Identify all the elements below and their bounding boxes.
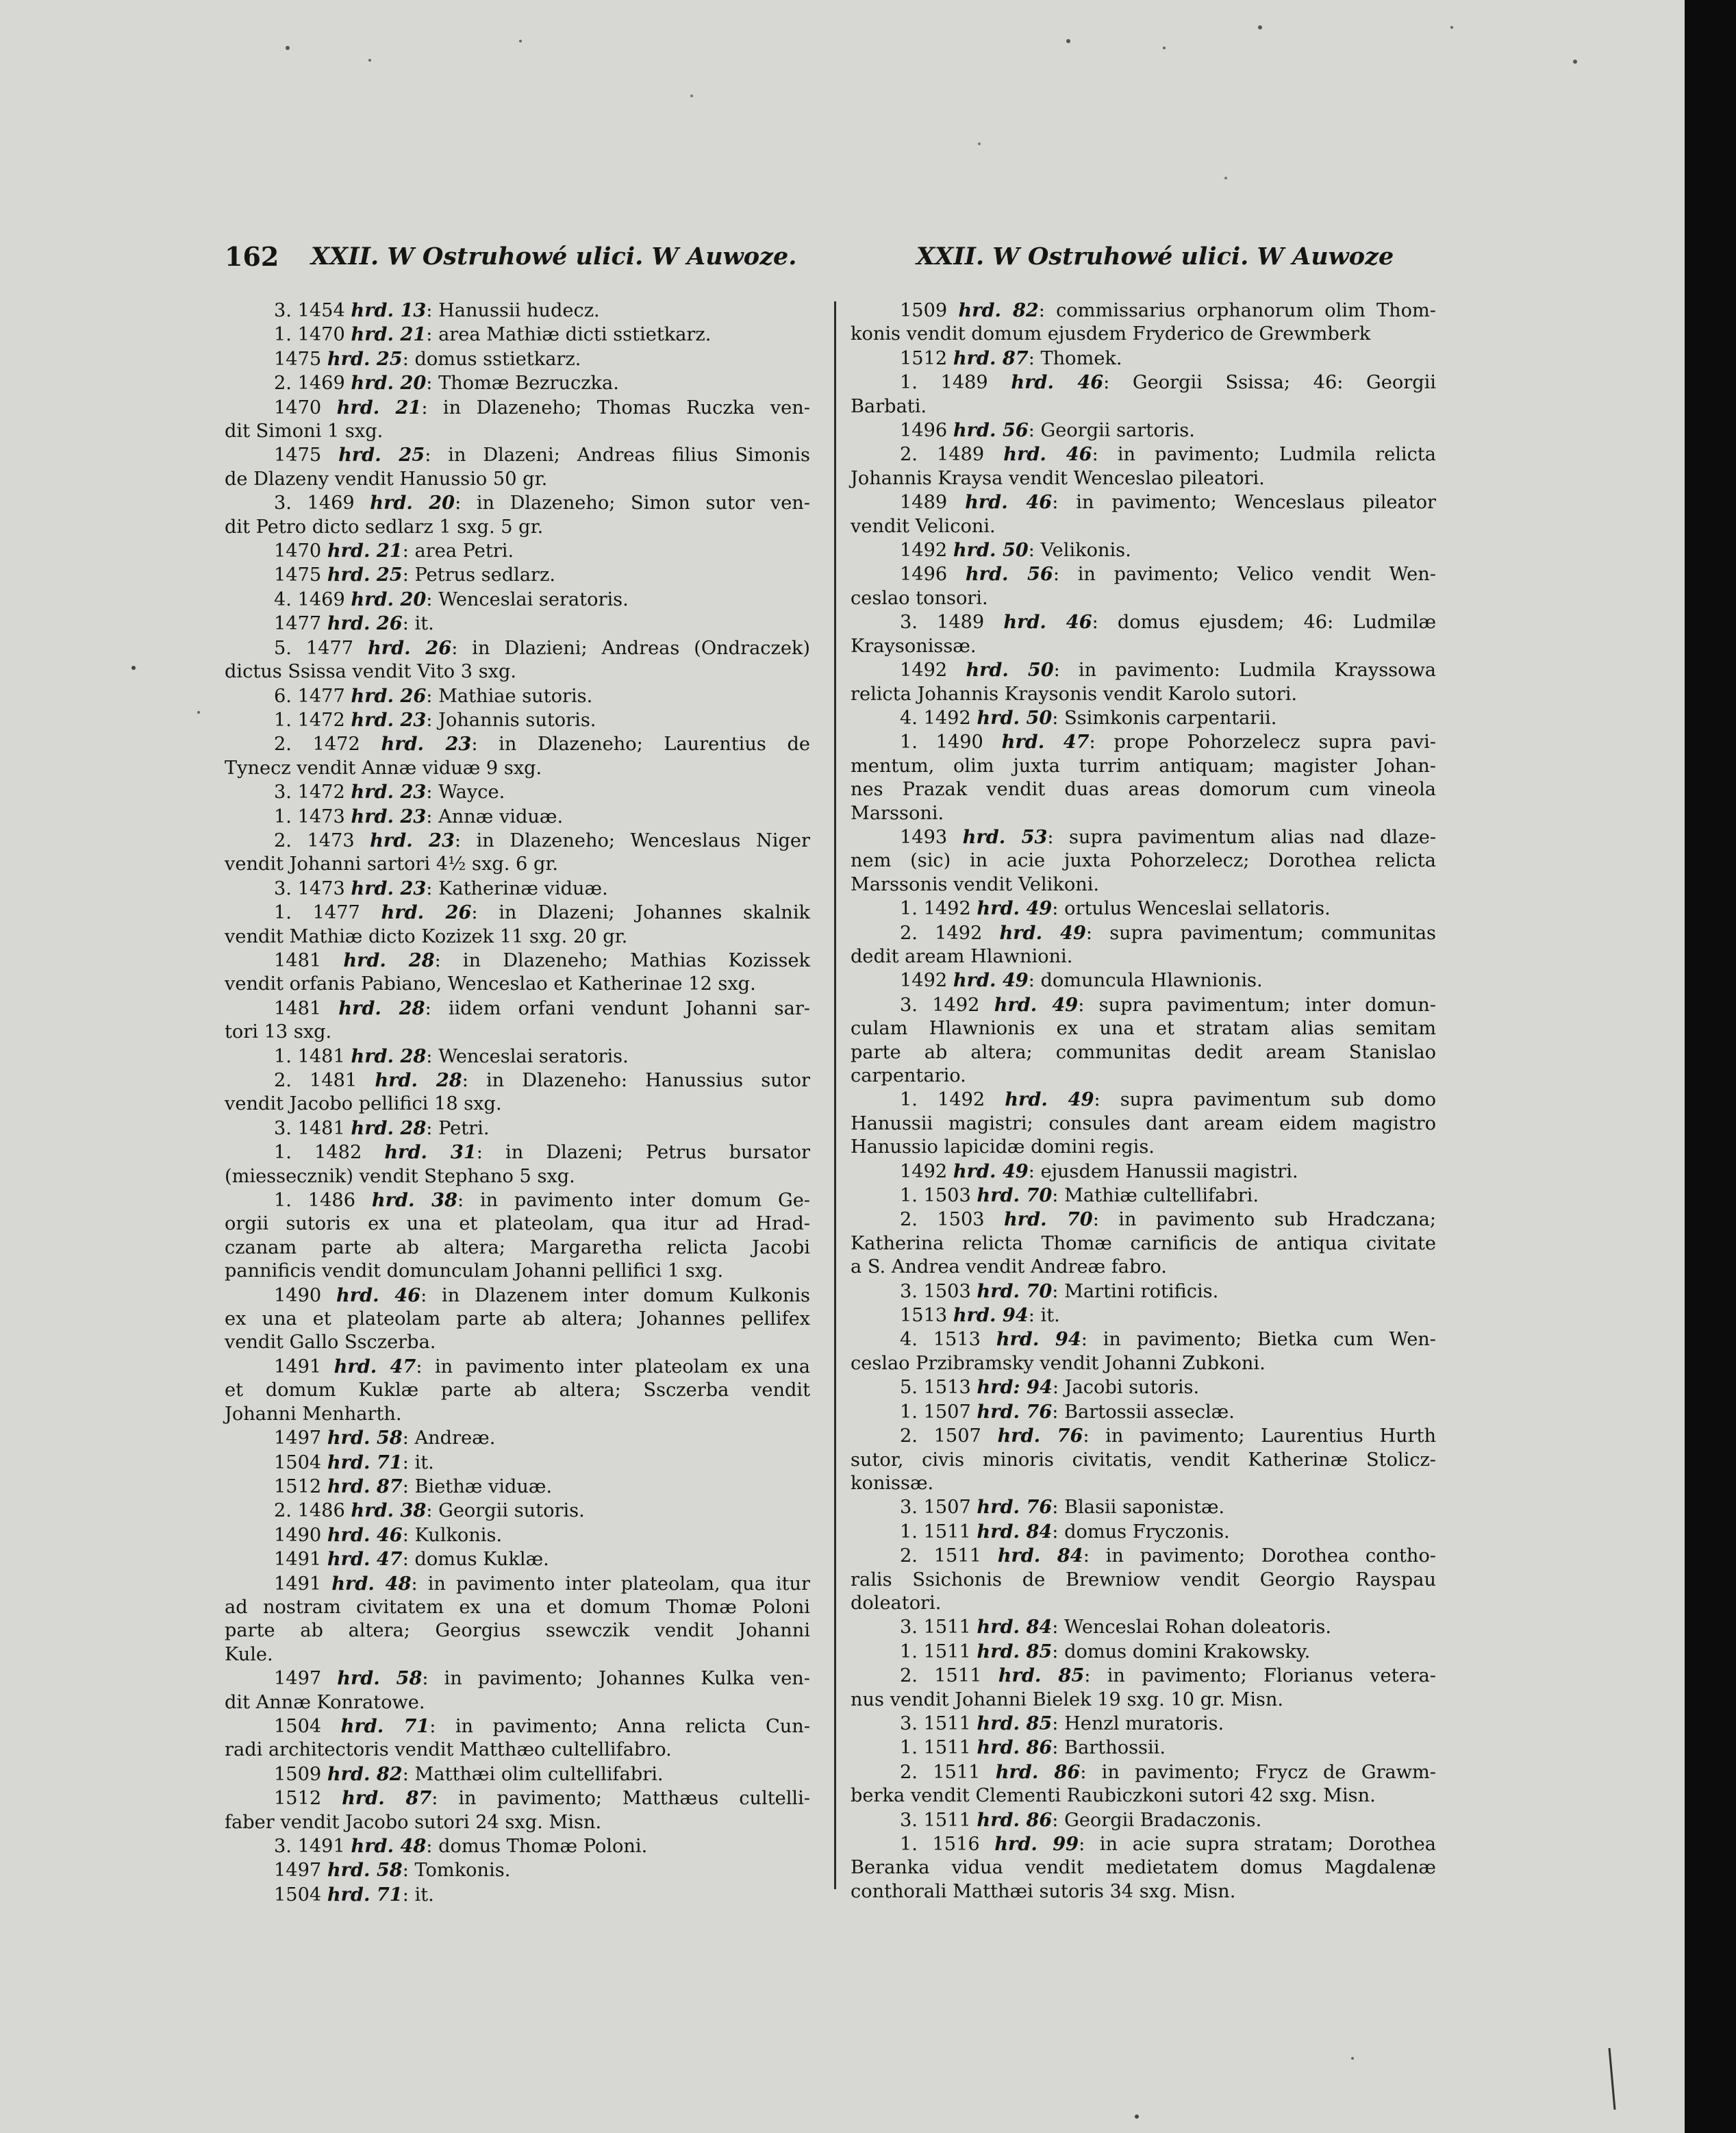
entry-line: relicta Johannis Kraysonis vendit Karolo sutori. xyxy=(851,683,1298,705)
entry-line: Hanussio lapicidæ domini regis. xyxy=(851,1136,1155,1158)
entry-line: (miessecznik) vendit Stephano 5 sxg. xyxy=(225,1165,575,1187)
entry-line: 1512 hrd. 87: in pavimento; Matthæus cultelli- xyxy=(274,1787,810,1810)
entry-line: pannificis vendit domunculam Johanni pellifici 1 sxg. xyxy=(225,1260,724,1282)
record-entry xyxy=(225,732,810,780)
right-column xyxy=(851,299,1436,1904)
record-entry xyxy=(851,347,1436,371)
entry-line: 1. 1507 hrd. 76: Bartossii asseclæ. xyxy=(900,1400,1235,1423)
entry-line: culam Hlawnionis ex una et stratam alias semitam xyxy=(851,1018,1436,1040)
entry-line: Katherina relicta Thomæ carnificis de antiqua civitate xyxy=(851,1232,1436,1254)
record-entry xyxy=(225,323,810,347)
entry-line: 3. 1511 hrd. 85: Henzl muratoris. xyxy=(900,1712,1224,1734)
record-entry xyxy=(225,1547,810,1571)
record-entry xyxy=(225,1499,810,1523)
entry-line: 3. 1507 hrd. 76: Blasii saponistæ. xyxy=(900,1496,1225,1519)
entry-line: 1475 hrd. 25: in Dlazeni; Andreas filius Simonis xyxy=(274,444,810,466)
record-entry xyxy=(225,829,810,877)
record-entry xyxy=(225,780,810,804)
entry-line: 1491 hrd. 47: in pavimento inter plateolam ex una xyxy=(274,1355,810,1377)
record-entry xyxy=(851,1160,1436,1184)
entry-line: radi architectoris vendit Matthæo cultellifabro. xyxy=(225,1739,672,1761)
entry-line: 5. 1513 hrd: 94: Jacobi sutoris. xyxy=(900,1376,1200,1399)
entry-line: 1481 hrd. 28: iidem orfani vendunt Johanni sar- xyxy=(274,997,810,1019)
entry-line: 3. 1511 hrd. 84: Wenceslai Rohan doleatoris. xyxy=(900,1616,1331,1638)
record-entry xyxy=(851,921,1436,969)
record-entry xyxy=(225,949,810,997)
entry-line: 1. 1511 hrd. 86: Barthossii. xyxy=(900,1736,1166,1759)
record-entry xyxy=(851,442,1436,490)
record-entry xyxy=(851,1832,1436,1904)
record-entry xyxy=(225,612,810,636)
entry-line: 1470 hrd. 21: in Dlazeneho; Thomas Ruczka ven- xyxy=(274,396,810,419)
record-entry xyxy=(851,1208,1436,1279)
entry-line: 1509 hrd. 82: commissarius orphanorum olim Thom- xyxy=(900,299,1436,321)
entry-line: ceslao Przibramsky vendit Johanni Zubkoni. xyxy=(851,1352,1266,1374)
entry-line: ad nostram civitatem ex una et domum Thomæ Poloni xyxy=(225,1596,810,1618)
record-entry xyxy=(851,1615,1436,1639)
record-entry xyxy=(225,299,810,323)
entry-line: dictus Ssissa vendit Vito 3 sxg. xyxy=(225,661,517,683)
record-entry xyxy=(225,1858,810,1882)
entry-line: 1492 hrd. 49: ejusdem Hanussii magistri. xyxy=(900,1160,1298,1182)
record-entry xyxy=(851,969,1436,993)
entry-line: 2. 1469 hrd. 20: Thomæ Bezruczka. xyxy=(274,372,619,395)
entry-line: czanam parte ab altera; Margaretha relicta Jacobi xyxy=(225,1236,810,1258)
entry-line: vendit orfanis Pabiano, Wenceslao et Katherinae 12 sxg. xyxy=(225,973,756,995)
entry-line: 1. 1489 hrd. 46: Georgii Ssissa; 46: Georgii xyxy=(900,371,1436,394)
record-entry xyxy=(225,636,810,684)
entry-line: Beranka vidua vendit medietatem domus Magdalenæ xyxy=(851,1857,1436,1879)
entry-line: dit Simoni 1 sxg. xyxy=(225,421,383,442)
record-entry xyxy=(225,901,810,949)
entry-line: 1. 1492 hrd. 49: ortulus Wenceslai sellatoris. xyxy=(900,897,1331,920)
record-entry xyxy=(851,610,1436,658)
entry-line: 1. 1511 hrd. 85: domus domini Krakowsky. xyxy=(900,1640,1311,1662)
entry-line: 1490 hrd. 46: in Dlazenem inter domum Kulkonis xyxy=(274,1284,810,1306)
entry-line: 1. 1490 hrd. 47: prope Pohorzelecz supra pavi- xyxy=(900,731,1436,753)
entry-line: dit Annæ Konratowe. xyxy=(225,1691,425,1713)
entry-line: dedit aream Hlawnioni. xyxy=(851,945,1073,967)
record-entry xyxy=(225,539,810,563)
entry-line: Johannis Kraysa vendit Wenceslao pileatori. xyxy=(851,467,1265,489)
record-entry xyxy=(851,419,1436,442)
entry-line: 1477 hrd. 26: it. xyxy=(274,612,434,635)
entry-line: Johanni Menharth. xyxy=(225,1403,402,1425)
entry-line: 3. 1473 hrd. 23: Katherinæ viduæ. xyxy=(274,877,608,899)
running-head-left: XXII. W Ostruhowé ulici. W Auwoze. xyxy=(311,242,797,271)
entry-line: Tynecz vendit Annæ viduæ 9 sxg. xyxy=(225,757,542,779)
entry-line: 1497 hrd. 58: Tomkonis. xyxy=(274,1859,511,1882)
entry-line: 2. 1511 hrd. 84: in pavimento; Dorothea contho- xyxy=(900,1545,1436,1567)
entry-line: 2. 1472 hrd. 23: in Dlazeneho; Laurentius de xyxy=(274,733,810,756)
entry-line: 1496 hrd. 56: Georgii sartoris. xyxy=(900,419,1195,442)
entry-line: vendit Johanni sartori 4½ sxg. 6 gr. xyxy=(225,853,559,875)
record-entry xyxy=(851,993,1436,1088)
entry-line: 1. 1516 hrd. 99: in acie supra stratam; Dorothea xyxy=(900,1833,1436,1855)
entry-line: Marssonis vendit Velikoni. xyxy=(851,873,1100,895)
entry-line: Barbati. xyxy=(851,395,927,417)
entry-line: 1512 hrd. 87: Thomek. xyxy=(900,347,1122,369)
record-entry xyxy=(225,1834,810,1858)
entry-line: 1496 hrd. 56: in pavimento; Velico vendit Wen- xyxy=(900,563,1436,586)
record-entry xyxy=(851,825,1436,897)
entry-line: 4. 1469 hrd. 20: Wenceslai seratoris. xyxy=(274,588,629,610)
record-entry xyxy=(851,1544,1436,1615)
entry-line: vendit Jacobo pellifici 18 sxg. xyxy=(225,1093,502,1115)
record-entry xyxy=(225,1572,810,1667)
entry-line: 3. 1491 hrd. 48: domus Thomæ Poloni. xyxy=(274,1835,648,1857)
entry-line: 2. 1511 hrd. 86: in pavimento; Frycz de Grawm- xyxy=(900,1760,1436,1783)
entry-line: vendit Veliconi. xyxy=(851,515,996,537)
entry-line: 1492 hrd. 49: domuncula Hlawnionis. xyxy=(900,969,1263,992)
entry-line: 2. 1503 hrd. 70: in pavimento sub Hradczana; xyxy=(900,1208,1436,1231)
entry-line: ralis Ssichonis de Brewniow vendit Georgio Rayspau xyxy=(851,1569,1436,1591)
entry-line: 1. 1472 hrd. 23: Johannis sutoris. xyxy=(274,708,596,731)
record-entry xyxy=(225,347,810,371)
entry-line: et domum Kuklæ parte ab altera; Ssczerba vendit xyxy=(225,1380,810,1401)
record-entry xyxy=(225,1045,810,1069)
entry-line: 1492 hrd. 50: Velikonis. xyxy=(900,539,1131,562)
record-entry xyxy=(851,706,1436,730)
entry-line: a S. Andrea vendit Andreæ fabro. xyxy=(851,1256,1167,1278)
record-entry xyxy=(225,1714,810,1762)
entry-line: 4. 1492 hrd. 50: Ssimkonis carpentarii. xyxy=(900,706,1277,729)
record-entry xyxy=(225,1786,810,1834)
entry-line: 6. 1477 hrd. 26: Mathiae sutoris. xyxy=(274,684,593,707)
record-entry xyxy=(851,1304,1436,1327)
entry-line: Marssoni. xyxy=(851,802,944,824)
entry-line: vendit Gallo Ssczerba. xyxy=(225,1332,436,1354)
entry-line: berka vendit Clementi Raubiczkoni sutori 42 sxg. Misn. xyxy=(851,1785,1376,1807)
left-column xyxy=(225,299,810,1907)
record-entry xyxy=(851,1375,1436,1399)
entry-line: 1470 hrd. 21: area Petri. xyxy=(274,540,514,562)
record-entry xyxy=(851,1760,1436,1808)
entry-line: 1491 hrd. 47: domus Kuklæ. xyxy=(274,1548,549,1571)
record-entry xyxy=(851,897,1436,921)
entry-line: 3. 1469 hrd. 20: in Dlazeneho; Simon sutor ven- xyxy=(274,492,810,514)
record-entry xyxy=(225,1355,810,1426)
entry-line: 1. 1486 hrd. 38: in pavimento inter domum Ge- xyxy=(274,1189,810,1212)
record-entry xyxy=(225,1140,810,1188)
entry-line: 3. 1454 hrd. 13: Hanussii hudecz. xyxy=(274,299,600,321)
entry-line: 1504 hrd. 71: it. xyxy=(274,1451,434,1473)
record-entry xyxy=(851,1808,1436,1832)
record-entry xyxy=(225,1284,810,1355)
record-entry xyxy=(225,1117,810,1140)
entry-line: 5. 1477 hrd. 26: in Dlazieni; Andreas (Ondraczek) xyxy=(274,636,811,659)
entry-line: 3. 1472 hrd. 23: Wayce. xyxy=(274,781,505,803)
entry-line: 2. 1492 hrd. 49: supra pavimentum; communitas xyxy=(900,921,1436,944)
record-entry xyxy=(225,1451,810,1475)
record-entry xyxy=(225,1069,810,1117)
entry-line: parte ab altera; communitas dedit aream Stanislao xyxy=(851,1041,1436,1063)
entry-line: 3. 1492 hrd. 49: supra pavimentum; inter domun- xyxy=(900,993,1436,1016)
entry-line: 1504 hrd. 71: in pavimento; Anna relicta Cun- xyxy=(274,1714,810,1737)
record-entry xyxy=(851,1280,1436,1304)
entry-line: doleatori. xyxy=(851,1592,942,1614)
entry-line: 3. 1489 hrd. 46: domus ejusdem; 46: Ludmilæ xyxy=(900,611,1436,634)
record-entry xyxy=(225,1523,810,1547)
entry-line: 2. 1486 hrd. 38: Georgii sutoris. xyxy=(274,1499,585,1522)
entry-line: konis vendit domum ejusdem Fryderico de Grewmberk xyxy=(851,323,1371,345)
entry-line: carpentario. xyxy=(851,1065,966,1086)
entry-line: 2. 1473 hrd. 23: in Dlazeneho; Wenceslaus Niger xyxy=(274,829,810,851)
entry-line: 3. 1503 hrd. 70: Martini rotificis. xyxy=(900,1280,1219,1302)
entry-line: 1512 hrd. 87: Biethæ viduæ. xyxy=(274,1475,553,1497)
record-entry xyxy=(851,538,1436,562)
entry-line: Kule. xyxy=(225,1643,273,1665)
entry-line: 1481 hrd. 28: in Dlazeneho; Mathias Kozissek xyxy=(274,949,810,971)
entry-line: 1497 hrd. 58: in pavimento; Johannes Kulka ven- xyxy=(274,1667,810,1690)
record-entry xyxy=(851,1400,1436,1424)
record-entry xyxy=(851,371,1436,419)
record-entry xyxy=(225,1762,810,1786)
record-entry xyxy=(851,1495,1436,1519)
record-entry xyxy=(851,730,1436,825)
page-number: 162 xyxy=(225,241,279,272)
record-entry xyxy=(851,1327,1436,1375)
entry-line: 2. 1481 hrd. 28: in Dlazeneho: Hanussius sutor xyxy=(274,1069,810,1091)
entry-line: 1. 1503 hrd. 70: Mathiæ cultellifabri. xyxy=(900,1184,1259,1207)
entry-line: 3. 1481 hrd. 28: Petri. xyxy=(274,1117,490,1139)
entry-line: tori 13 sxg. xyxy=(225,1021,332,1043)
entry-line: orgii sutoris ex una et plateolam, qua itur ad Hrad- xyxy=(225,1213,810,1235)
entry-line: ex una et plateolam parte ab altera; Johannes pellifex xyxy=(225,1308,810,1330)
entry-line: nes Prazak vendit duas areas domorum cum vineola xyxy=(851,779,1436,801)
entry-line: 1513 hrd. 94: it. xyxy=(900,1304,1060,1327)
record-entry xyxy=(851,1664,1436,1712)
record-entry xyxy=(851,490,1436,538)
record-entry xyxy=(225,1188,810,1284)
entry-line: 1490 hrd. 46: Kulkonis. xyxy=(274,1523,503,1546)
entry-line: 1475 hrd. 25: Petrus sedlarz. xyxy=(274,564,556,586)
entry-line: parte ab altera; Georgius ssewczik vendit Johanni xyxy=(225,1620,810,1642)
record-entry xyxy=(851,1736,1436,1760)
record-entry xyxy=(225,1426,810,1450)
entry-line: mentum, olim juxta turrim antiquam; magister Johan- xyxy=(851,755,1436,777)
entry-line: 1. 1482 hrd. 31: in Dlazeni; Petrus bursator xyxy=(274,1141,810,1164)
running-head-right: XXII. W Ostruhowé ulici. W Auwoze xyxy=(916,242,1394,271)
entry-line: nus vendit Johanni Bielek 19 sxg. 10 gr. Misn. xyxy=(851,1688,1284,1710)
entry-line: dit Petro dicto sedlarz 1 sxg. 5 gr. xyxy=(225,516,544,538)
record-entry xyxy=(851,1088,1436,1159)
entry-line: 1504 hrd. 71: it. xyxy=(274,1883,434,1906)
entry-line: 1. 1511 hrd. 84: domus Fryczonis. xyxy=(900,1520,1230,1543)
entry-line: 1. 1492 hrd. 49: supra pavimentum sub domo xyxy=(900,1088,1436,1111)
record-entry xyxy=(225,708,810,732)
entry-line: 1. 1473 hrd. 23: Annæ viduæ. xyxy=(274,805,564,827)
entry-line: 2. 1489 hrd. 46: in pavimento; Ludmila relicta xyxy=(900,443,1436,466)
record-entry xyxy=(851,1424,1436,1495)
record-entry xyxy=(851,1184,1436,1208)
entry-line: konissæ. xyxy=(851,1472,934,1494)
record-entry xyxy=(225,371,810,395)
column-divider xyxy=(834,301,836,1889)
entry-line: faber vendit Jacobo sutori 24 sxg. Misn. xyxy=(225,1811,602,1833)
record-entry xyxy=(851,299,1436,347)
entry-line: 1497 hrd. 58: Andreæ. xyxy=(274,1427,496,1449)
entry-line: 1491 hrd. 48: in pavimento inter plateolam, qua itur xyxy=(274,1572,810,1595)
entry-line: 4. 1513 hrd. 94: in pavimento; Bietka cum Wen- xyxy=(900,1328,1436,1351)
entry-line: 1. 1481 hrd. 28: Wenceslai seratoris. xyxy=(274,1045,629,1067)
entry-line: 1475 hrd. 25: domus sstietkarz. xyxy=(274,347,581,370)
entry-line: 2. 1511 hrd. 85: in pavimento; Florianus vetera- xyxy=(900,1664,1436,1687)
record-entry xyxy=(851,1712,1436,1736)
record-entry xyxy=(851,1640,1436,1664)
entry-line: 1. 1477 hrd. 26: in Dlazeni; Johannes skalnik xyxy=(274,901,810,924)
entry-line: 1492 hrd. 50: in pavimento: Ludmila Krayssowa xyxy=(900,659,1436,682)
entry-line: ceslao tonsori. xyxy=(851,587,988,609)
record-entry xyxy=(225,997,810,1045)
record-entry xyxy=(225,1667,810,1714)
record-entry xyxy=(851,1520,1436,1544)
entry-line: sutor, civis minoris civitatis, vendit Katherinæ Stolicz- xyxy=(851,1449,1436,1471)
entry-line: 1509 hrd. 82: Matthæi olim cultellifabri. xyxy=(274,1762,664,1785)
entry-line: 1. 1470 hrd. 21: area Mathiæ dicti sstietkarz. xyxy=(274,323,712,346)
entry-line: de Dlazeny vendit Hanussio 50 gr. xyxy=(225,468,548,490)
entry-line: 1489 hrd. 46: in pavimento; Wenceslaus pileator xyxy=(900,491,1436,514)
record-entry xyxy=(851,658,1436,706)
record-entry xyxy=(225,1475,810,1499)
record-entry xyxy=(851,562,1436,610)
record-entry xyxy=(225,491,810,539)
entry-line: nem (sic) in acie juxta Pohorzelecz; Dorothea relicta xyxy=(851,850,1436,872)
record-entry xyxy=(225,588,810,612)
record-entry xyxy=(225,563,810,587)
record-entry xyxy=(225,877,810,901)
entry-line: Hanussii magistri; consules dant aream eidem magistro xyxy=(851,1112,1436,1134)
entry-line: 1493 hrd. 53: supra pavimentum alias nad dlaze- xyxy=(900,825,1436,848)
record-entry xyxy=(225,1883,810,1907)
entry-line: 2. 1507 hrd. 76: in pavimento; Laurentius Hurth xyxy=(900,1425,1436,1447)
entry-line: conthorali Matthæi sutoris 34 sxg. Misn. xyxy=(851,1880,1236,1902)
record-entry xyxy=(225,684,810,708)
record-entry xyxy=(225,805,810,829)
entry-line: 3. 1511 hrd. 86: Georgii Bradaczonis. xyxy=(900,1808,1262,1831)
entry-line: vendit Mathiæ dicto Kozizek 11 sxg. 20 gr. xyxy=(225,925,628,947)
record-entry xyxy=(225,396,810,444)
entry-line: Kraysonissæ. xyxy=(851,635,977,657)
record-entry xyxy=(225,443,810,491)
